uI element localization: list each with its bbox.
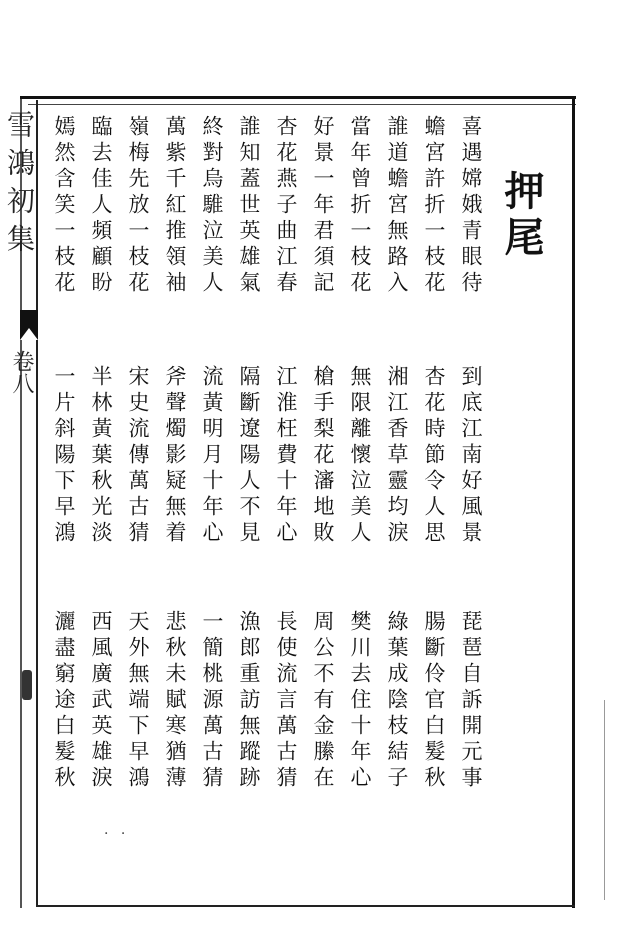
verse-line: 一片斜陽下早鴻 [52,365,76,547]
verse-line: 誰道蟾宮無路入 [385,115,409,297]
verse-line: 杏花時節令人思 [422,365,446,547]
verse-line: 誰知蓋世英雄氣 [237,115,261,297]
verse-line: 半林黃葉秋光淡 [89,365,113,547]
verse-line: 流黃明月十年心 [200,365,224,547]
verse-line: 好景一年君須記 [311,115,335,297]
spine-ink-mark [22,670,32,700]
verse-line: 臨去佳人頻顧盼 [89,115,113,297]
verse-line: 琵琶自訴開元事 [459,610,483,792]
frame-bottom-line [38,905,575,907]
verse-line: 當年曾折一枝花 [348,115,372,297]
verse-line: 一簡桃源萬古猜 [200,610,224,792]
verse-line: 湘江香草靈均淚 [385,365,409,547]
frame-top-line [20,96,576,99]
spine-volume-number: 卷八 [9,350,34,394]
verse-line: 天外無端下早鴻 [126,610,150,792]
verse-line: 萬紫千紅推領袖 [163,115,187,297]
verse-line: 嶺梅先放一枝花 [126,115,150,297]
verse-line: 江淮枉費十年心 [274,365,298,547]
verse-line: 無限離懷泣美人 [348,365,372,547]
verse-line: 樊川去住十年心 [348,610,372,792]
ink-speck-decoration: · · [104,826,130,842]
spine-book-title: 雪鴻初集 [3,110,36,262]
verse-line: 悲秋未賦寒猶薄 [163,610,187,792]
fishtail-notch-icon [20,328,38,340]
verse-line: 灑盡窮途白髮秋 [52,610,76,792]
verse-line: 宋史流傳萬古猜 [126,365,150,547]
verse-line: 到底江南好風景 [459,365,483,547]
verse-line: 終對烏騅泣美人 [200,115,224,297]
verse-line: 喜遇嫦娥青眼待 [459,115,483,297]
verse-line: 斧聲燭影疑無着 [163,365,187,547]
verse-line: 嫣然含笑一枝花 [52,115,76,297]
verse-line: 槍手梨花瀋地敗 [311,365,335,547]
verse-line: 綠葉成陰枝結子 [385,610,409,792]
verse-line: 隔斷遼陽人不見 [237,365,261,547]
verse-line: 西風廣武英雄淚 [89,610,113,792]
frame-left-line [36,100,38,907]
verse-line: 杏花燕子曲江春 [274,115,298,297]
verse-line: 漁郎重訪無蹤跡 [237,610,261,792]
frame-right-line [572,96,575,908]
section-heading: 押尾 [498,170,545,262]
frame-inner-top-line [28,104,576,105]
verse-line: 周公不有金縢在 [311,610,335,792]
verse-line: 腸斷伶官白髮秋 [422,610,446,792]
page-edge-line [604,700,605,900]
verse-line: 長使流言萬古猜 [274,610,298,792]
verse-line: 蟾宮許折一枝花 [422,115,446,297]
